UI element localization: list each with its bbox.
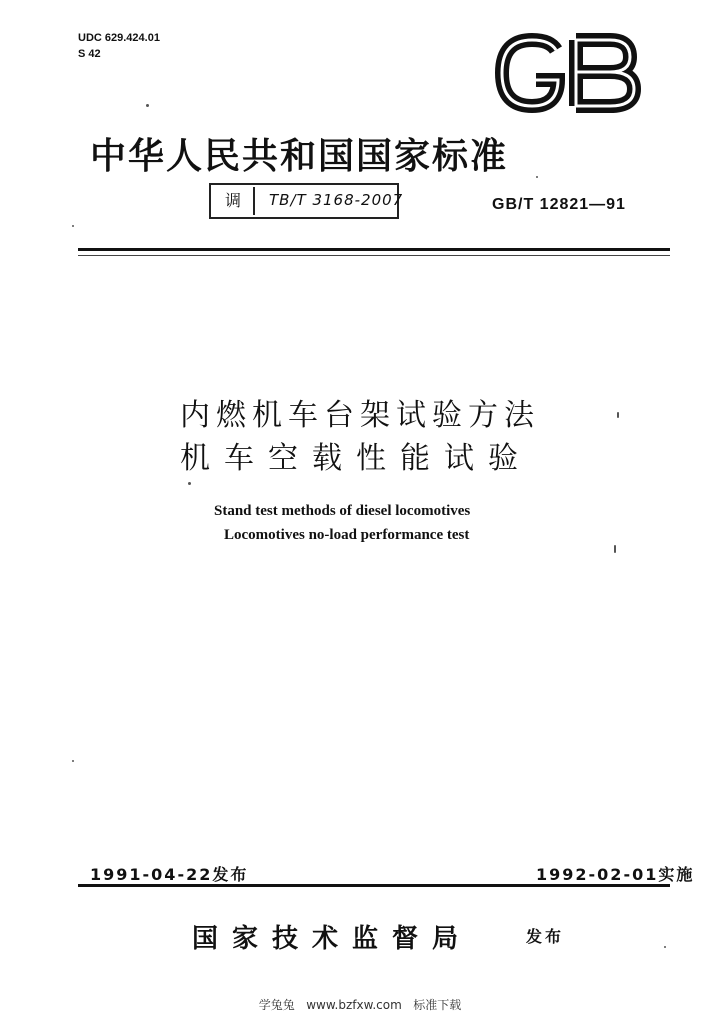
scan-speck bbox=[146, 104, 149, 107]
scan-speck bbox=[664, 946, 666, 948]
udc-block bbox=[78, 30, 160, 62]
title-cn-line-2: 机车空载性能试验 bbox=[180, 441, 532, 476]
title-cn-line-1: 内燃机车台架试验方法 bbox=[180, 398, 540, 433]
udc-number: UDC 629.424.01 bbox=[78, 32, 160, 44]
standard-code: GB/T 12821—91 bbox=[492, 196, 626, 213]
footer-watermark: 学兔兔 www.bzfxw.com 标准下载 bbox=[258, 998, 462, 1012]
date-divider bbox=[78, 884, 670, 887]
revision-stamp bbox=[209, 183, 404, 219]
stamp-handwritten-code: TB/T 3168-2007 bbox=[269, 191, 404, 209]
national-standard-title: 中华人民共和国国家标准 bbox=[90, 135, 509, 177]
header-divider bbox=[78, 248, 670, 251]
scan-speck bbox=[614, 545, 616, 553]
scan-speck bbox=[188, 482, 191, 485]
title-en-line-1: Stand test methods of diesel locomotives bbox=[214, 503, 471, 519]
stamp-label: 调 bbox=[213, 187, 255, 215]
header-divider-thin bbox=[78, 255, 670, 256]
gb-logo bbox=[492, 30, 642, 116]
scan-speck bbox=[72, 225, 74, 227]
scan-speck bbox=[617, 412, 619, 418]
scan-speck bbox=[72, 760, 74, 762]
title-en-line-2: Locomotives no-load performance test bbox=[224, 527, 470, 543]
issuing-authority-suffix: 发布 bbox=[526, 927, 565, 946]
issue-date: 1991-04-22发布 bbox=[90, 865, 249, 884]
classification-code: S 42 bbox=[78, 48, 101, 60]
scan-speck bbox=[536, 176, 538, 178]
implementation-date: 1992-02-01实施 bbox=[536, 865, 695, 884]
issuing-authority: 国家技术监督局 bbox=[192, 924, 473, 954]
